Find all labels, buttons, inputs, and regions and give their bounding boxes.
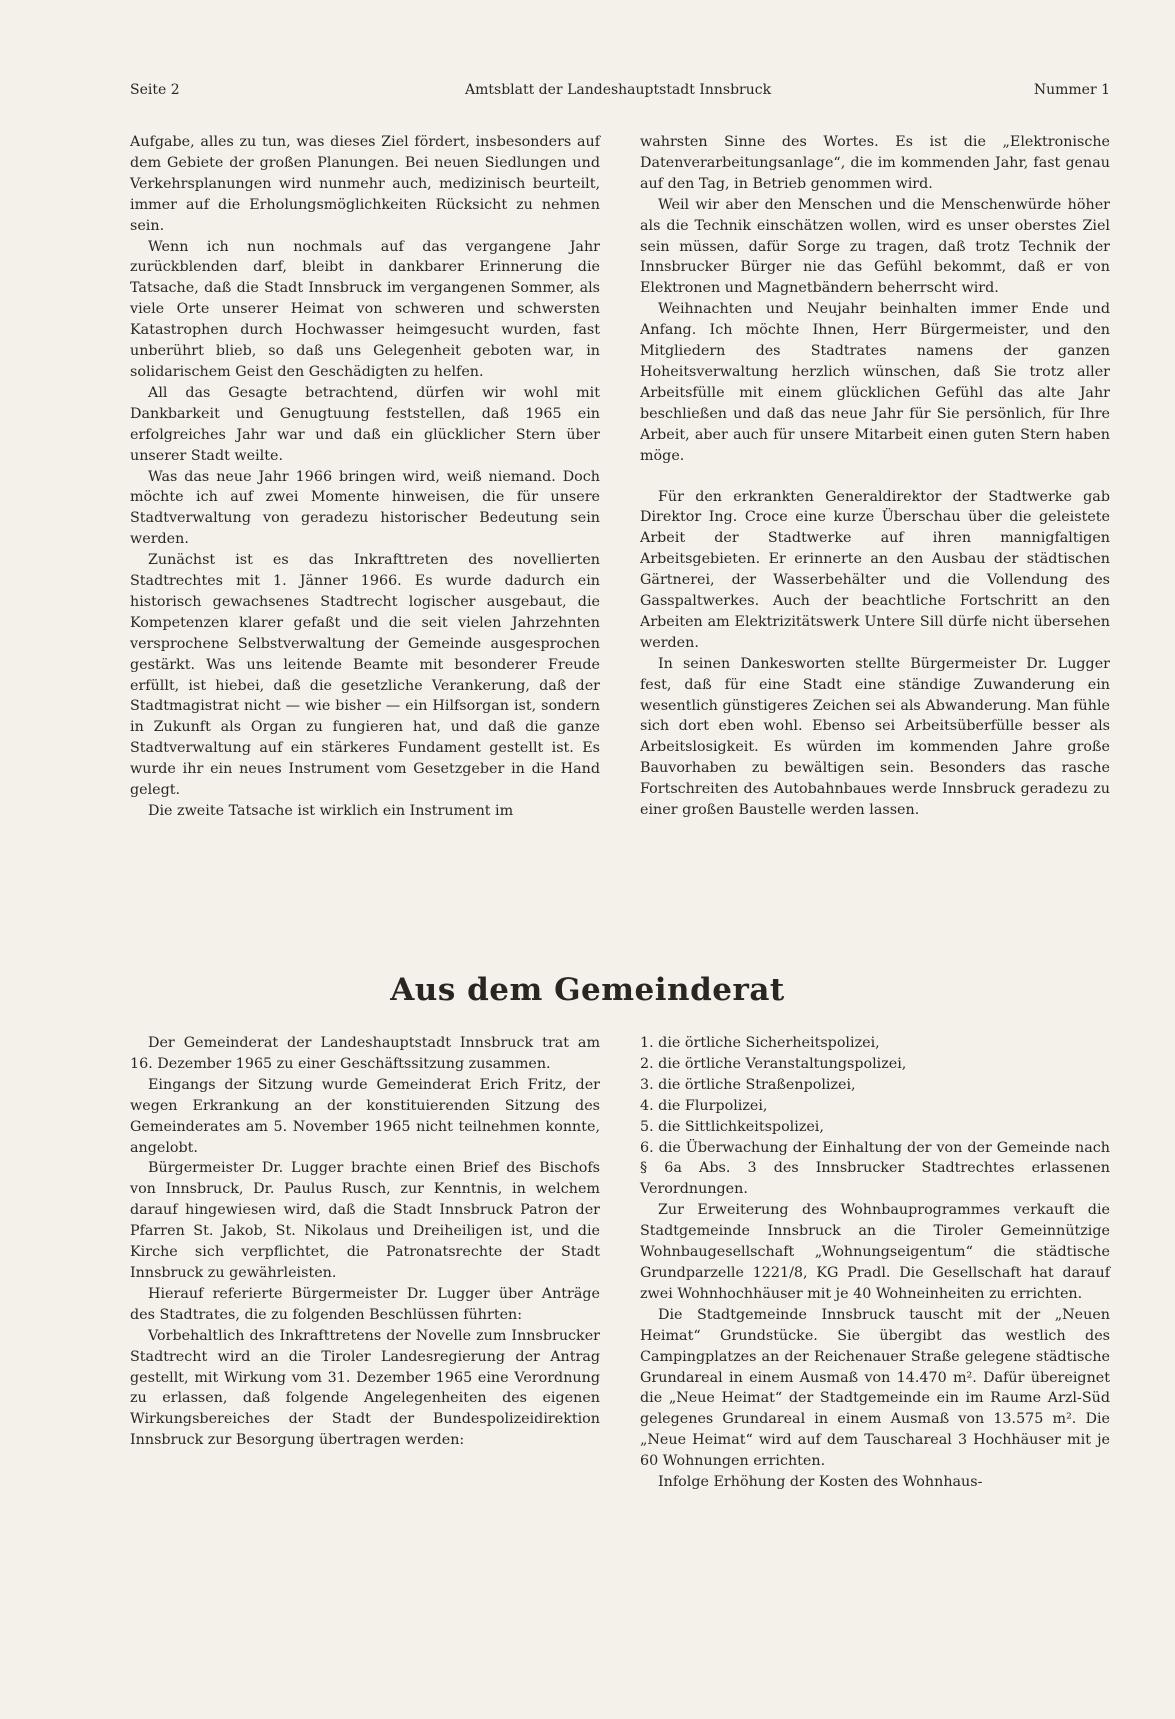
issue-number: Nummer 1	[1033, 82, 1110, 98]
paragraph: Zunächst ist es das Inkrafttreten des novellierten Stadtrechtes mit 1. Jänner 1966. Es wurde dadurch ein historisch gewachsenes Stadtrecht logischer ausgebaut, die Kompetenzen klarer gefaßt und die seit vielen Jahrzehnten versprochene Selbstverwaltung der Gemeinde ausgesprochen gestärkt. Was uns leitende Beamte mit besonderer Freude erfüllt, ist hiebei, daß die gesetzliche Verankerung, daß der Stadtmagistrat nicht — wie bisher — ein Hilfsorgan ist, sondern in Zukunft als Organ zu fungieren hat, und daß die ganze Stadtverwaltung auf ein stärkeres Fundament gestellt ist. Es wurde ihr ein neues Instrument vom Gesetzgeber in die Hand gelegt.	[130, 552, 600, 799]
responsibility-list	[640, 1033, 1110, 1200]
top-left-column	[130, 132, 600, 822]
paragraph: Eingangs der Sitzung wurde Gemeinderat Erich Fritz, der wegen Erkrankung an der konstituierenden Sitzung des Gemeinderates am 5. November 1965 nicht teilnehmen konnte, angelobt.	[130, 1076, 600, 1156]
page-header	[130, 82, 1110, 106]
list-item: 2. die örtliche Veranstaltungspolizei,	[640, 1055, 907, 1072]
paragraph: Infolge Erhöhung der Kosten des Wohnhaus-	[658, 1474, 983, 1491]
page-number: Seite 2	[130, 82, 180, 98]
paragraph: Aufgabe, alles zu tun, was dieses Ziel fördert, insbesonders auf dem Gebiete der großen Planungen. Bei neuen Siedlungen und Verkehrsplanungen wird nunmehr auch, medizinisch beurteilt, immer auf die Erholungsmöglichkeiten Rücksicht zu nehmen sein.	[130, 134, 600, 234]
paragraph: Der Gemeinderat der Landeshauptstadt Innsbruck trat am 16. Dezember 1965 zu einer Geschäftssitzung zusammen.	[130, 1035, 600, 1072]
paragraph: Wenn ich nun nochmals auf das vergangene Jahr zurückblenden darf, bleibt in dankbarer Erinnerung die Tatsache, daß die Stadt Innsbruck im vergangenen Sommer, als viele Orte unserer Heimat von schweren und schwersten Katastrophen durch Hochwasser heimgesucht wurden, fast unberührt blieb, so daß uns Gelegenheit geboten war, in solidarischem Geist den Geschädigten zu helfen.	[130, 238, 600, 380]
paragraph: In seinen Dankesworten stellte Bürgermeister Dr. Lugger fest, daß für eine Stadt eine ständige Zuwanderung ein wesentlich günstigeres Zeichen sei als Abwanderung. Man fühle sich dort eben wohl. Ebenso sei Arbeitsüberfülle besser als Arbeitslosigkeit. Es würden im kommenden Jahre große Bauvorhaben zu bewältigen sein. Besonders das rasche Fortschreiten des Autobahnbaues werde Innsbruck geradezu zu einer großen Baustelle werden lassen.	[640, 655, 1110, 819]
list-item: 6. die Überwachung der Einhaltung der von der Gemeinde nach § 6a Abs. 3 des Innsbrucker Stadtrechtes erlassenen Verordnungen.	[640, 1139, 1110, 1198]
paragraph: Hierauf referierte Bürgermeister Dr. Lugger über Anträge des Stadtrates, die zu folgenden Beschlüssen führten:	[130, 1285, 600, 1323]
list-item: 5. die Sittlichkeitspolizei,	[640, 1118, 824, 1135]
publication-title: Amtsblatt der Landeshauptstadt Innsbruck	[465, 82, 772, 98]
paragraph: All das Gesagte betrachtend, dürfen wir wohl mit Dankbarkeit und Genugtuung feststellen, daß 1965 ein erfolgreiches Jahr war und daß ein glücklicher Stern über unserer Stadt weilte.	[130, 384, 600, 464]
paragraph: Was das neue Jahr 1966 bringen wird, weiß niemand. Doch möchte ich auf zwei Momente hinweisen, die für unsere Stadtverwaltung von geradezu historischer Bedeutung sein werden.	[130, 468, 600, 548]
paragraph: Bürgermeister Dr. Lugger brachte einen Brief des Bischofs von Innsbruck, Dr. Paulus Rusch, zur Kenntnis, in welchem darauf hingewiesen wird, daß die Stadt Innsbruck Patron der Pfarren St. Jakob, St. Nikolaus und Dreiheiligen ist, und die Kirche sich verpflichtet, die Patronatsrechte der Stadt Innsbruck zu gewährleisten.	[130, 1160, 600, 1281]
top-right-column	[640, 132, 1110, 821]
paragraph: Weil wir aber den Menschen und die Menschenwürde höher als die Technik einschätzen wollen, wird es unser oberstes Ziel sein müssen, dafür Sorge zu tragen, daß trotz Technik der Innsbrucker Bürger nie das Gefühl bekommt, daß er von Elektronen und Magnetbändern beherrscht wird.	[640, 196, 1110, 297]
paragraph: Weihnachten und Neujahr beinhalten immer Ende und Anfang. Ich möchte Ihnen, Herr Bürgermeister, und den Mitgliedern des Stadtrates namens der ganzen Hoheitsverwaltung herzlich wünschen, daß Sie trotz aller Arbeitsfülle mit einem glücklichen Gefühl das alte Jahr beschließen und daß das neue Jahr für Sie persönlich, für Ihre Arbeit, aber auch für unsere Mitarbeit einen guten Stern haben möge.	[640, 301, 1110, 464]
paragraph: Zur Erweiterung des Wohnbauprogrammes verkauft die Stadtgemeinde Innsbruck an die Tiroler Gemeinnützige Wohnbaugesellschaft „Wohnungseigentum“ die städtische Grundparzelle 1221/8, KG Pradl. Die Gesellschaft hat darauf zwei Wohnhochhäuser mit je 40 Wohneinheiten zu errichten.	[640, 1202, 1110, 1302]
paragraph: Für den erkrankten Generaldirektor der Stadtwerke gab Direktor Ing. Croce eine kurze Überschau über die geleistete Arbeit der Stadtwerke auf ihren mannigfaltigen Arbeitsgebieten. Er erinnerte an den Ausbau der städtischen Gärtnerei, der Wasserbehälter und die Vollendung des Gasspaltwerkes. Auch der beachtliche Fortschritt an den Arbeiten am Elektrizitätswerk Untere Sill dürfe nicht übersehen werden.	[640, 488, 1110, 651]
list-item: 4. die Flurpolizei,	[640, 1097, 768, 1114]
list-item: 3. die örtliche Straßenpolizei,	[640, 1076, 856, 1093]
list-item: 1. die örtliche Sicherheitspolizei,	[640, 1035, 880, 1051]
section-heading: Aus dem Gemeinderat	[390, 972, 785, 1008]
section-right-column	[640, 1033, 1110, 1493]
paragraph: Die zweite Tatsache ist wirklich ein Instrument im	[148, 803, 514, 819]
section-left-column	[130, 1033, 600, 1451]
paragraph: wahrsten Sinne des Wortes. Es ist die „Elektronische Datenverarbeitungsanlage“, die im kommenden Jahr, fast genau auf den Tag, in Betrieb genommen wird.	[640, 134, 1110, 192]
paragraph: Die Stadtgemeinde Innsbruck tauscht mit der „Neuen Heimat“ Grundstücke. Sie übergibt das westlich des Campingplatzes an der Reichenauer Straße gelegene städtische Grundareal in einem Ausmaß von 14.470 m². Dafür übereignet die „Neue Heimat“ der Stadtgemeinde ein im Raume Arzl-Süd gelegenes Grundareal in einem Ausmaß von 13.575 m². Die „Neue Heimat“ wird auf dem Tauschareal 3 Hochhäuser mit je 60 Wohnungen errichten.	[640, 1306, 1110, 1470]
paragraph: Vorbehaltlich des Inkrafttretens der Novelle zum Innsbrucker Stadtrecht wird an die Tiroler Landesregierung der Antrag gestellt, mit Wirkung vom 31. Dezember 1965 eine Verordnung zu erlassen, daß folgende Angelegenheiten des eigenen Wirkungsbereiches der Stadt der Bundespolizeidirektion Innsbruck zur Besorgung übertragen werden:	[130, 1327, 600, 1449]
